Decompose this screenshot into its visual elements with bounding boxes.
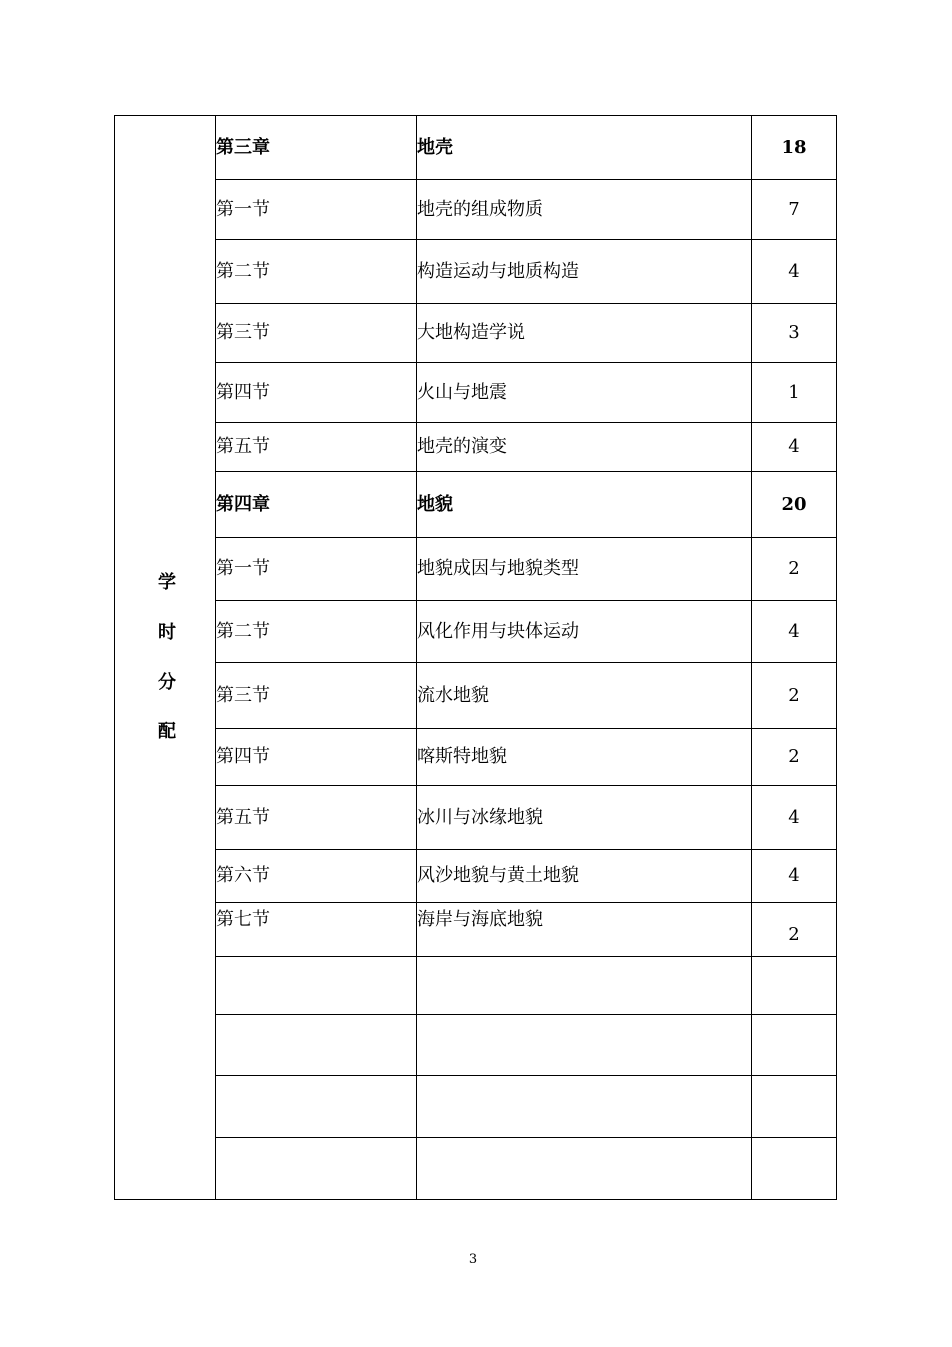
section-row — [115, 850, 837, 903]
section-title: 风化作用与块体运动 — [417, 601, 752, 663]
section-number: 第一节 — [216, 538, 417, 601]
section-number: 第五节 — [216, 786, 417, 850]
section-hours: 4 — [752, 423, 837, 472]
chapter-hours: 20 — [752, 472, 837, 538]
empty-cell — [752, 1076, 837, 1138]
section-hours: 4 — [752, 850, 837, 903]
section-row — [115, 363, 837, 423]
section-title: 喀斯特地貌 — [417, 729, 752, 786]
section-number: 第四节 — [216, 363, 417, 423]
section-number: 第六节 — [216, 850, 417, 903]
empty-cell — [216, 1015, 417, 1076]
empty-cell — [752, 957, 837, 1015]
section-title: 大地构造学说 — [417, 304, 752, 363]
empty-row — [115, 1138, 837, 1200]
section-number: 第七节 — [216, 903, 417, 957]
section-hours: 2 — [752, 729, 837, 786]
empty-row — [115, 957, 837, 1015]
section-row — [115, 729, 837, 786]
section-number: 第二节 — [216, 240, 417, 304]
section-row — [115, 304, 837, 363]
chapter-number: 第三章 — [216, 116, 417, 180]
section-row — [115, 240, 837, 304]
section-row — [115, 423, 837, 472]
section-hours: 4 — [752, 240, 837, 304]
side-label-cell — [115, 116, 216, 1200]
section-hours: 3 — [752, 304, 837, 363]
chapter-title: 地壳 — [417, 116, 752, 180]
empty-cell — [417, 957, 752, 1015]
section-row — [115, 786, 837, 850]
empty-cell — [417, 1138, 752, 1200]
section-title: 构造运动与地质构造 — [417, 240, 752, 304]
section-hours: 2 — [752, 538, 837, 601]
empty-cell — [216, 1076, 417, 1138]
section-number: 第三节 — [216, 663, 417, 729]
page-number: 3 — [468, 1252, 478, 1267]
section-hours: 2 — [752, 903, 837, 957]
section-number: 第五节 — [216, 423, 417, 472]
empty-cell — [417, 1076, 752, 1138]
section-title: 风沙地貌与黄土地貌 — [417, 850, 752, 903]
section-row — [115, 180, 837, 240]
side-label — [115, 572, 215, 742]
side-label-char: 配 — [158, 721, 176, 743]
section-title: 地貌成因与地貌类型 — [417, 538, 752, 601]
section-hours: 4 — [752, 601, 837, 663]
section-hours: 4 — [752, 786, 837, 850]
empty-cell — [417, 1015, 752, 1076]
chapter-number: 第四章 — [216, 472, 417, 538]
section-number: 第一节 — [216, 180, 417, 240]
section-title: 海岸与海底地貌 — [417, 903, 752, 957]
side-label-char: 时 — [158, 621, 176, 643]
side-label-char: 分 — [158, 671, 176, 693]
section-hours: 2 — [752, 663, 837, 729]
empty-row — [115, 1076, 837, 1138]
section-number: 第二节 — [216, 601, 417, 663]
empty-cell — [216, 1138, 417, 1200]
empty-cell — [752, 1138, 837, 1200]
section-hours: 1 — [752, 363, 837, 423]
empty-row — [115, 1015, 837, 1076]
chapter-title: 地貌 — [417, 472, 752, 538]
section-number: 第四节 — [216, 729, 417, 786]
chapter-hours: 18 — [752, 116, 837, 180]
section-row — [115, 663, 837, 729]
section-row — [115, 538, 837, 601]
section-title: 地壳的演变 — [417, 423, 752, 472]
section-title: 地壳的组成物质 — [417, 180, 752, 240]
section-title: 流水地貌 — [417, 663, 752, 729]
chapter-row — [115, 472, 837, 538]
section-title: 火山与地震 — [417, 363, 752, 423]
section-title: 冰川与冰缘地貌 — [417, 786, 752, 850]
chapter-row — [115, 116, 837, 180]
section-hours: 7 — [752, 180, 837, 240]
empty-cell — [216, 957, 417, 1015]
hours-allocation-table — [114, 115, 837, 1200]
section-number: 第三节 — [216, 304, 417, 363]
side-label-char: 学 — [158, 572, 176, 594]
section-row — [115, 903, 837, 957]
section-row — [115, 601, 837, 663]
empty-cell — [752, 1015, 837, 1076]
